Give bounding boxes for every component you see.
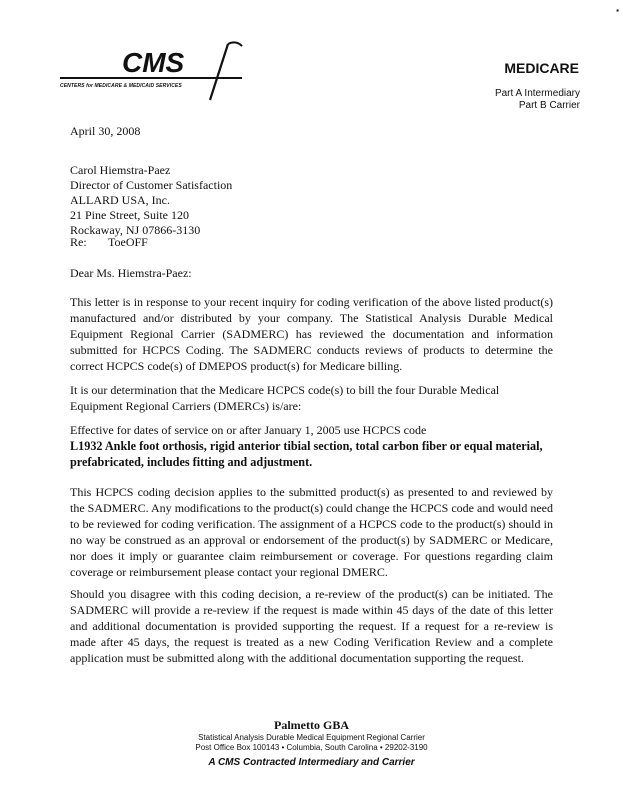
- paragraph-disclaimer: This HCPCS coding decision applies to the submitted product(s) as presented to and reviewed by the SADMERC. Any modifications to the product(s) could change the HCPCS code and would need to be reviewed for coding verification. The assignment of a HCPCS code to the product(s) should in no way be construed as an approval or endorsement of the product(s) by SADMERC or Medicare, nor does it imply or guarantee claim reimbursement or coverage. For questions regarding claim coverage or reimbursement please contact your regional DMERC.: [70, 485, 553, 579]
- cms-logo: [60, 38, 260, 102]
- recipient-line: ALLARD USA, Inc.: [70, 193, 170, 207]
- program-title: MEDICARE: [504, 60, 579, 76]
- letter-date: April 30, 2008: [70, 124, 141, 138]
- recipient-line: Director of Customer Satisfaction: [70, 178, 233, 192]
- subject-value: ToeOFF: [108, 235, 148, 249]
- paragraph-rereview: Should you disagree with this coding decision, a re-review of the product(s) can be initiated. The SADMERC will provide a re-review if the request is made within 45 days of the date of this letter and additional documentation is provided supporting the request. If a request for a re-review is made after 45 days, the request is treated as a new Coding Verification Review and a complete application must be submitted along with the additional documentation supporting the request.: [70, 587, 553, 665]
- footer-tagline: A CMS Contracted Intermediary and Carrier: [208, 757, 415, 768]
- cms-logo-graphic: [60, 38, 260, 102]
- recipient-address: [70, 163, 553, 238]
- footer-line1: Statistical Analysis Durable Medical Equipment Regional Carrier: [198, 733, 425, 742]
- paragraph-code: [70, 422, 553, 470]
- salutation: Dear Ms. Hiemstra-Paez:: [70, 266, 192, 280]
- footer-org: Palmetto GBA: [274, 718, 349, 732]
- page-marker: ▪: [616, 6, 619, 15]
- carrier-line: Part B Carrier: [518, 100, 580, 111]
- carrier-line: Part A Intermediary: [494, 88, 580, 99]
- effective-date-text: Effective for dates of service on or after January 1, 2005 use HCPCS code: [70, 423, 427, 437]
- carrier-info: [495, 88, 580, 112]
- subject-label: Re:: [70, 235, 87, 249]
- paragraph-intro: This letter is in response to your recent inquiry for coding verification of the above listed product(s) manufactured and/or distributed by your company. The Statistical Analysis Durable Medical Equipment Regional Carrier (SADMERC) has reviewed the documentation and information submitted for HCPCS Coding. The SADMERC conducts reviews of products to determine the correct HCPCS code(s) of DMEPOS product(s) for Medicare billing.: [70, 295, 553, 373]
- footer-address: Post Office Box 100143 • Columbia, South Carolina • 29202-3190: [195, 743, 428, 752]
- subject-line: [70, 235, 553, 250]
- hcpcs-code-description: L1932 Ankle foot orthosis, rigid anterior tibial section, total carbon fiber or equal material, prefabricated, includes fitting and adjustment.: [70, 439, 543, 469]
- cms-logo-subtitle: CENTERS for MEDICARE & MEDICAID SERVICES: [60, 83, 182, 89]
- recipient-line: 21 Pine Street, Suite 120: [70, 208, 189, 222]
- recipient-line: Carol Hiemstra-Paez: [70, 163, 171, 177]
- cms-logo-wordmark: CMS: [122, 47, 185, 78]
- paragraph-determination: It is our determination that the Medicare HCPCS code(s) to bill the four Durable Medical Equipment Regional Carriers (DMERCs) is/are:: [70, 383, 500, 413]
- recipient-line: Rockaway, NJ 07866-3130: [70, 223, 201, 237]
